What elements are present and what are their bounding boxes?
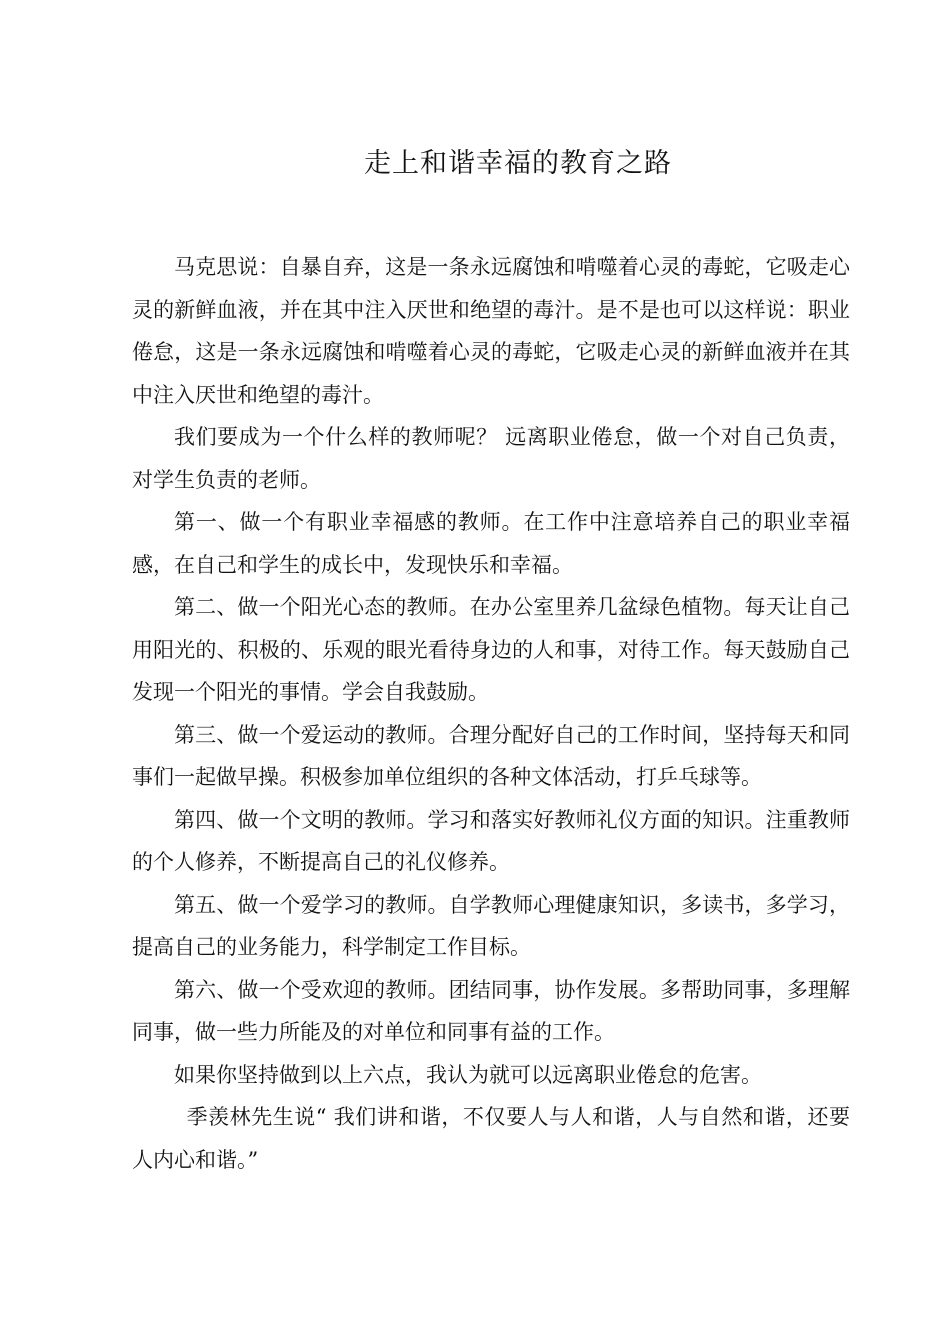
paragraph-point-6: 第六、做一个受欢迎的教师。团结同事，协作发展。多帮助同事，多理解同事，做一些力所能及的对单位和同事有益的工作。 bbox=[132, 977, 850, 1044]
document-title: 走上和谐幸福的教育之路 bbox=[364, 148, 672, 179]
paragraph-point-4: 第四、做一个文明的教师。学习和落实好教师礼仪方面的知识。注重教师的个人修养，不断提高自己的礼仪修养。 bbox=[132, 807, 850, 874]
paragraph-point-5: 第五、做一个爱学习的教师。自学教师心理健康知识，多读书，多学习，提高自己的业务能力，科学制定工作目标。 bbox=[132, 892, 850, 959]
paragraph-question: 我们要成为一个什么样的教师呢？ 远离职业倦怠，做一个对自己负责，对学生负责的老师。 bbox=[132, 425, 850, 492]
paragraph-ji-xianlin-quote: 季羡林先生说“ 我们讲和谐，不仅要人与人和谐，人与自然和谐，还要人内心和谐。” bbox=[132, 1105, 850, 1172]
document-title-row bbox=[0, 146, 950, 182]
paragraph-point-3: 第三、做一个爱运动的教师。合理分配好自己的工作时间，坚持每天和同事们一起做早操。积极参加单位组织的各种文体活动，打乒乓球等。 bbox=[132, 722, 850, 789]
paragraph-marx-quote: 马克思说：自暴自弃，这是一条永远腐蚀和啃噬着心灵的毒蛇，它吸走心灵的新鲜血液，并在其中注入厌世和绝望的毒汁。是不是也可以这样说：职业倦怠，这是一条永远腐蚀和啃噬着心灵的毒蛇，它吸走心灵的新鲜血液并在其中注入厌世和绝望的毒汁。 bbox=[132, 255, 850, 407]
paragraph-point-2: 第二、做一个阳光心态的教师。在办公室里养几盆绿色植物。每天让自己用阳光的、积极的、乐观的眼光看待身边的人和事，对待工作。每天鼓励自己发现一个阳光的事情。学会自我鼓励。 bbox=[132, 595, 850, 704]
paragraph-point-1: 第一、做一个有职业幸福感的教师。在工作中注意培养自己的职业幸福感，在自己和学生的成长中，发现快乐和幸福。 bbox=[132, 510, 850, 577]
document-body bbox=[132, 246, 850, 1181]
paragraph-conclusion: 如果你坚持做到以上六点，我认为就可以远离职业倦怠的危害。 bbox=[174, 1062, 762, 1087]
